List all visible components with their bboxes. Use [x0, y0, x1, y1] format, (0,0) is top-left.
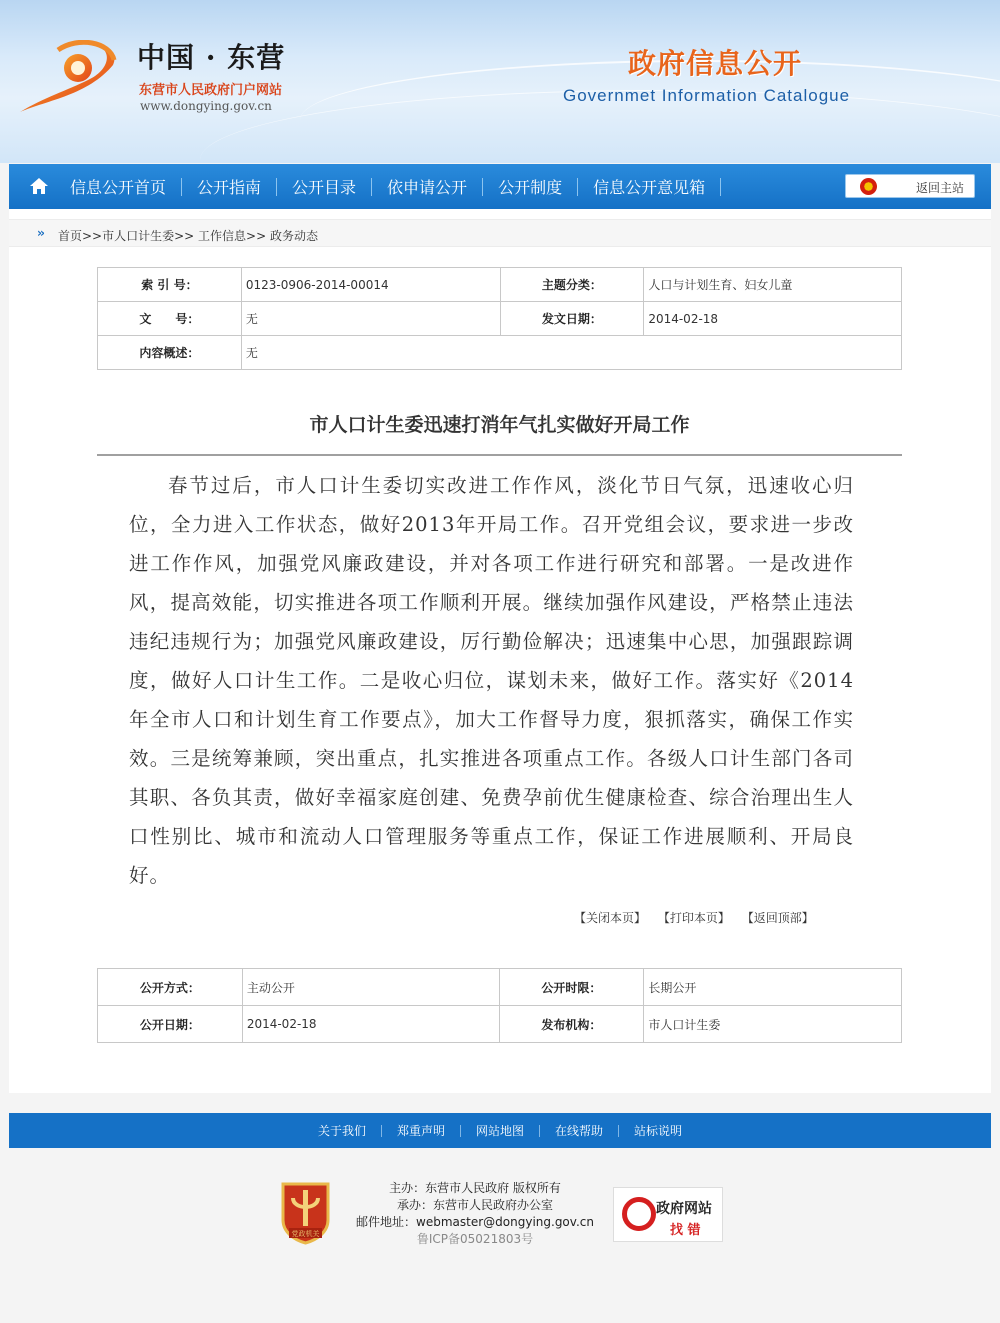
footer-host: 主办：东营市人民政府 版权所有 — [389, 1181, 561, 1195]
footer-links — [9, 1113, 991, 1148]
date-value: 2014-02-18 — [644, 302, 902, 336]
meta-table-bottom — [97, 968, 902, 1043]
nav-item-guide[interactable]: 公开指南 — [197, 178, 262, 197]
site-title: 中国 · 东营 — [137, 41, 286, 74]
table-row — [98, 1006, 902, 1043]
footer-info — [340, 1180, 610, 1248]
breadcrumb-path[interactable]: 首页>>市人口计生委>> 工作信息>> 政务动态 — [58, 229, 318, 243]
nav-item-home[interactable]: 信息公开首页 — [70, 178, 167, 197]
footer-link-help[interactable]: 在线帮助 — [555, 1124, 604, 1138]
error-report-title: 政府网站 — [656, 1201, 712, 1217]
nav-divider — [720, 178, 721, 196]
footer-link-sitemap[interactable]: 网站地图 — [475, 1124, 524, 1138]
meta-table-top — [97, 267, 902, 370]
period-value: 长期公开 — [644, 969, 902, 1006]
nav-item-catalog[interactable]: 公开目录 — [292, 178, 357, 197]
org-label: 发布机构： — [499, 1006, 644, 1043]
section-title-en: Governmet Information Catalogue — [563, 86, 851, 105]
table-row — [98, 302, 902, 336]
summary-label: 内容概述： — [98, 336, 242, 370]
print-page-link[interactable]: 【打印本页】 — [657, 911, 730, 925]
site-header — [0, 0, 1000, 163]
content-panel — [9, 209, 991, 1093]
index-label: 索 引 号： — [98, 268, 242, 302]
footer-link-about[interactable]: 关于我们 — [317, 1124, 366, 1138]
nav-divider — [577, 178, 578, 196]
mode-label: 公开方式： — [98, 969, 243, 1006]
national-emblem-icon — [860, 178, 877, 195]
summary-value: 无 — [241, 336, 901, 370]
article-actions — [574, 909, 822, 926]
org-value: 市人口计生委 — [644, 1006, 902, 1043]
nav-items — [59, 164, 725, 209]
nav-divider — [482, 178, 483, 196]
site-error-report-button[interactable] — [613, 1187, 723, 1242]
party-government-badge-icon[interactable] — [279, 1180, 332, 1245]
footer-organizer: 承办：东营市人民政府办公室 — [396, 1198, 553, 1212]
doc-no-value: 无 — [241, 302, 500, 336]
mode-value: 主动公开 — [242, 969, 499, 1006]
nav-item-rules[interactable]: 公开制度 — [498, 178, 563, 197]
site-url: www.dongying.gov.cn — [140, 99, 272, 113]
breadcrumb — [9, 219, 991, 247]
topic-value: 人口与计划生育、妇女儿童 — [644, 268, 902, 302]
nav-item-apply[interactable]: 依申请公开 — [387, 178, 468, 197]
date-label: 发文日期： — [500, 302, 644, 336]
badge-text: 党政机关 — [291, 1230, 320, 1238]
dongying-logo-icon[interactable] — [18, 40, 133, 115]
nav-divider — [181, 178, 182, 196]
topic-label: 主题分类： — [500, 268, 644, 302]
back-home-button[interactable] — [845, 174, 975, 198]
main-nav — [9, 164, 991, 209]
pub-date-value: 2014-02-18 — [242, 1006, 499, 1043]
index-value: 0123-0906-2014-00014 — [241, 268, 500, 302]
back-to-top-link[interactable]: 【返回顶部】 — [741, 911, 814, 925]
table-row — [98, 336, 902, 370]
breadcrumb-arrow-icon: ›› — [37, 226, 43, 240]
footer-link-logo-note[interactable]: 站标说明 — [634, 1124, 683, 1138]
pub-date-label: 公开日期： — [98, 1006, 243, 1043]
table-row — [98, 268, 902, 302]
home-icon[interactable] — [29, 176, 49, 196]
footer-link-statement[interactable]: 郑重声明 — [396, 1124, 445, 1138]
site-subtitle: 东营市人民政府门户网站 — [139, 83, 283, 98]
nav-item-feedback[interactable]: 信息公开意见箱 — [593, 178, 706, 197]
magnifier-icon — [622, 1197, 656, 1231]
section-title: 政府信息公开 — [628, 47, 803, 80]
error-report-subtitle: 找 错 — [670, 1223, 701, 1238]
doc-no-label: 文 号： — [98, 302, 242, 336]
article-title: 市人口计生委迅速打消年气扎实做好开局工作 — [309, 414, 690, 436]
nav-divider — [276, 178, 277, 196]
title-divider — [97, 454, 902, 456]
footer-icp[interactable]: 鲁ICP备05021803号 — [416, 1232, 534, 1246]
footer-email: 邮件地址：webmaster@dongying.gov.cn — [356, 1215, 594, 1229]
back-home-label: 返回主站 — [916, 181, 965, 195]
period-label: 公开时限： — [499, 969, 644, 1006]
close-page-link[interactable]: 【关闭本页】 — [574, 911, 647, 925]
nav-divider — [371, 178, 372, 196]
article-body: 春节过后，市人口计生委切实改进工作作风，淡化节日气氛，迅速收心归位，全力进入工作状态，做好2013年开局工作。召开党组会议，要求进一步改进工作作风，加强党风廉政建设，并对各项工作进行研究和部署。一是改进作风，提高效能，切实推进各项工作顺利开展。继续加强作风建设，严格禁止违法违纪违规行为；加强党风廉政建设，厉行勤俭解决；迅速集中心思，加强跟踪调度，做好人口计生工作。二是收心归位，谋划未来，做好工作。落实好《2014年全市人口和计划生育工作要点》，加大工作督导力度，狠抓落实，确保工作实效。三是统筹兼顾，突出重点，扎实推进各项重点工作。各级人口计生部门各司其职、各负其责，做好幸福家庭创建、免费孕前优生健康检查、综合治理出生人口性别比、城市和流动人口管理服务等重点工作，保证工作进展顺利、开局良好。 — [129, 474, 854, 887]
table-row — [98, 969, 902, 1006]
